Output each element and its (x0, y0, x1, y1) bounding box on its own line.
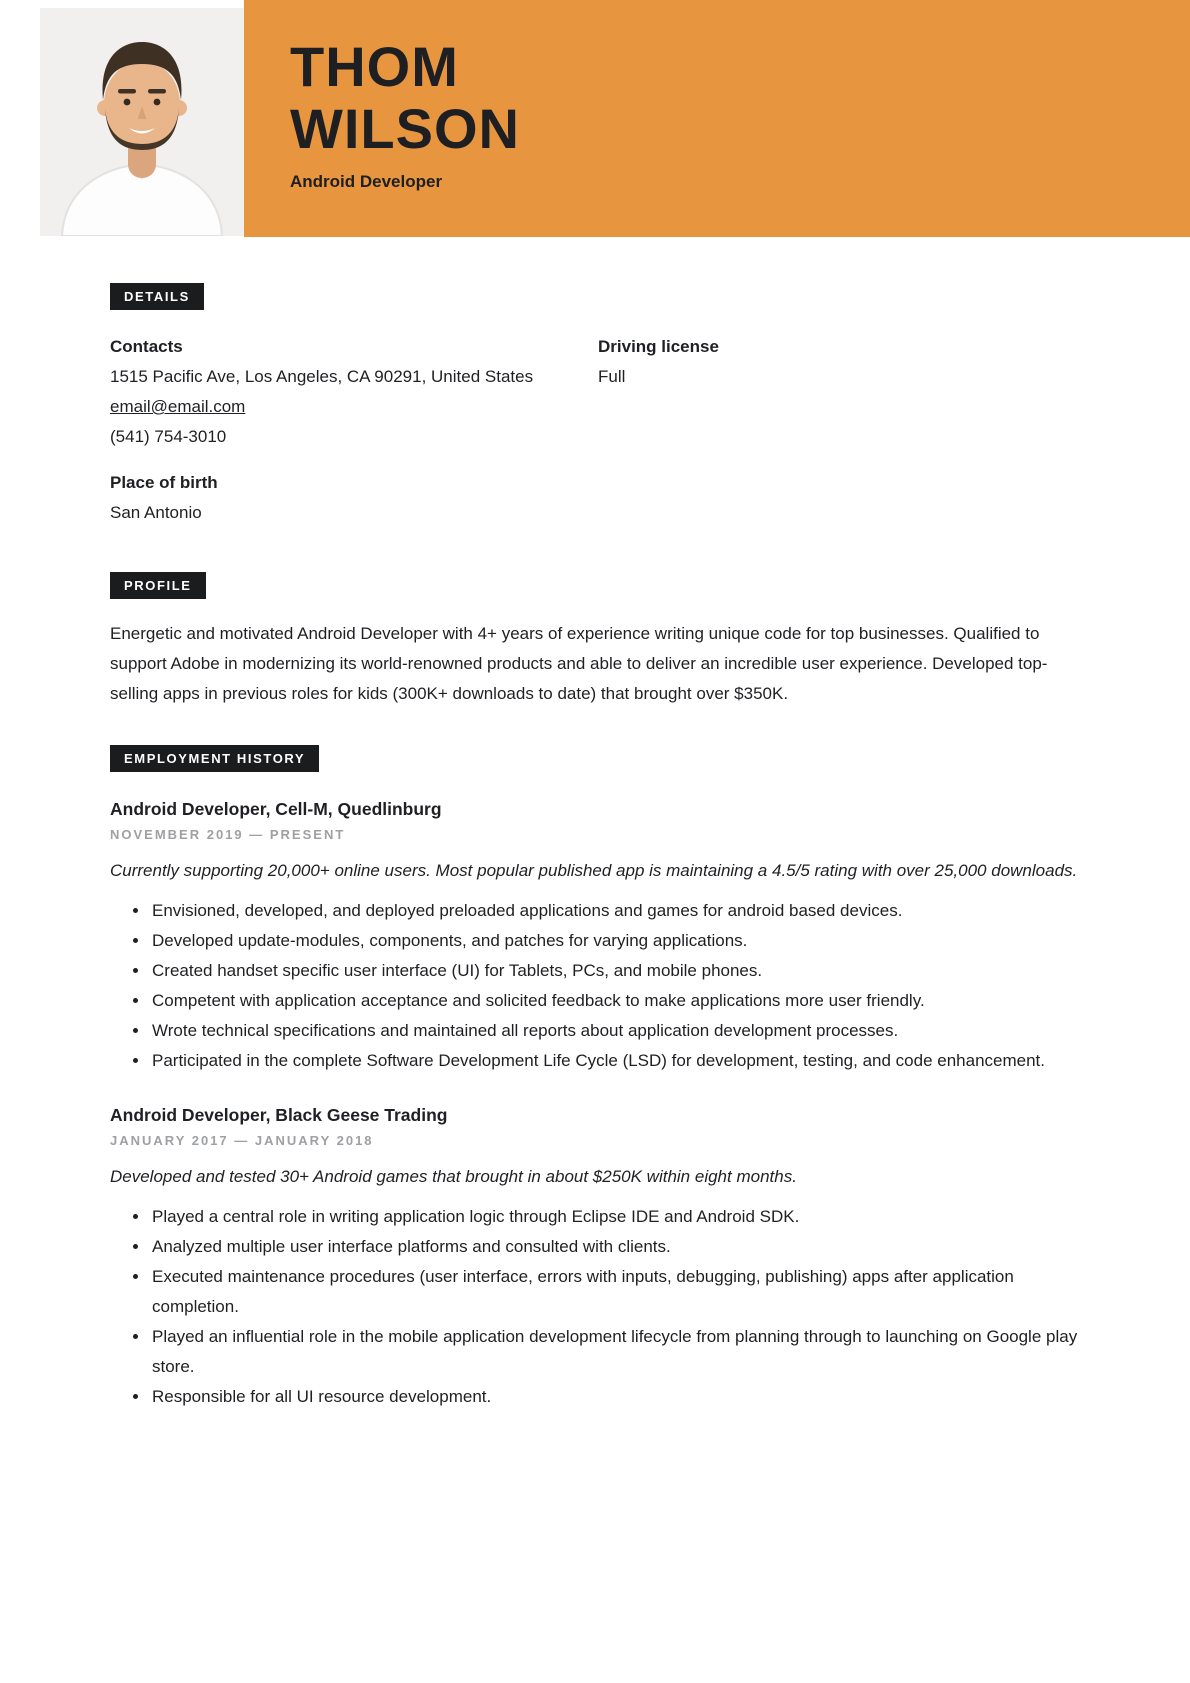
contacts-label: Contacts (110, 337, 183, 356)
profile-section-badge: PROFILE (110, 572, 206, 599)
driving-license-value: Full (598, 367, 626, 386)
email-link[interactable]: email@email.com (110, 397, 246, 416)
details-left-column (110, 332, 598, 528)
header-accent-band (244, 0, 1190, 237)
job-title-heading: Android Developer, Cell-M, Quedlinburg (110, 799, 442, 819)
profile-photo-illustration (40, 8, 244, 236)
job-bullet: • Played a central role in writing application logic through Eclipse IDE and Android SDK. (150, 1202, 1080, 1232)
job-dates: JANUARY 2017 — JANUARY 2018 (110, 1133, 374, 1148)
role-subtitle: Android Developer (290, 172, 443, 191)
driving-license-label: Driving license (598, 337, 719, 356)
profile-section (110, 572, 1080, 709)
contact-phone: (541) 754-3010 (110, 427, 227, 446)
resume-body (0, 237, 1190, 1472)
details-section (110, 283, 1080, 528)
place-of-birth-value: San Antonio (110, 503, 202, 522)
employment-section-badge: EMPLOYMENT HISTORY (110, 745, 319, 772)
job-bullet: • Executed maintenance procedures (user interface, errors with inputs, debugging, publishing) apps after application completion. (150, 1262, 1080, 1322)
profile-summary: Energetic and motivated Android Developer with 4+ years of experience writing unique code for top businesses. Qualified to support Adobe in modernizing its world-renowned products and able to deliver an incredible user experience. Developed top-selling apps in previous roles for kids (300K+ downloads to date) that brought over $350K. (110, 624, 1048, 703)
job-summary: Developed and tested 30+ Android games that brought in about $250K within eight months. (110, 1167, 797, 1186)
resume-header (0, 0, 1190, 237)
job-bullet: • Created handset specific user interface (UI) for Tablets, PCs, and mobile phones. (150, 956, 1080, 986)
job-bullet: • Competent with application acceptance and solicited feedback to make applications more user friendly. (150, 986, 1080, 1016)
contact-address: 1515 Pacific Ave, Los Angeles, CA 90291, United States (110, 367, 534, 386)
job-bullet: • Wrote technical specifications and maintained all reports about application development processes. (150, 1016, 1080, 1046)
employment-section (110, 745, 1080, 1412)
job-dates: NOVEMBER 2019 — PRESENT (110, 827, 346, 842)
job-summary: Currently supporting 20,000+ online users. Most popular published app is maintaining a 4.5/5 rating with over 25,000 downloads. (110, 861, 1078, 880)
job-bullet-list (110, 896, 1080, 1076)
details-grid (110, 332, 1080, 528)
job-bullet-list (110, 1202, 1080, 1412)
name-heading: THOM WILSON (290, 35, 520, 160)
profile-photo (40, 8, 244, 236)
job-bullet: • Envisioned, developed, and deployed preloaded applications and games for android based devices. (150, 896, 1080, 926)
job-bullet: • Analyzed multiple user interface platforms and consulted with clients. (150, 1232, 1080, 1262)
details-right-column (598, 332, 1080, 528)
job-entry-2 (110, 1102, 1080, 1412)
job-bullet: • Developed update-modules, components, and patches for varying applications. (150, 926, 1080, 956)
job-bullet: • Played an influential role in the mobile application development lifecycle from planning through to launching on Google play store. (150, 1322, 1080, 1382)
details-section-badge: DETAILS (110, 283, 204, 310)
job-entry-1 (110, 796, 1080, 1076)
job-title-heading: Android Developer, Black Geese Trading (110, 1105, 448, 1125)
place-of-birth-label: Place of birth (110, 473, 218, 492)
job-bullet: • Responsible for all UI resource development. (150, 1382, 1080, 1412)
job-bullet: • Participated in the complete Software Development Life Cycle (LSD) for development, testing, and code enhancement. (150, 1046, 1080, 1076)
